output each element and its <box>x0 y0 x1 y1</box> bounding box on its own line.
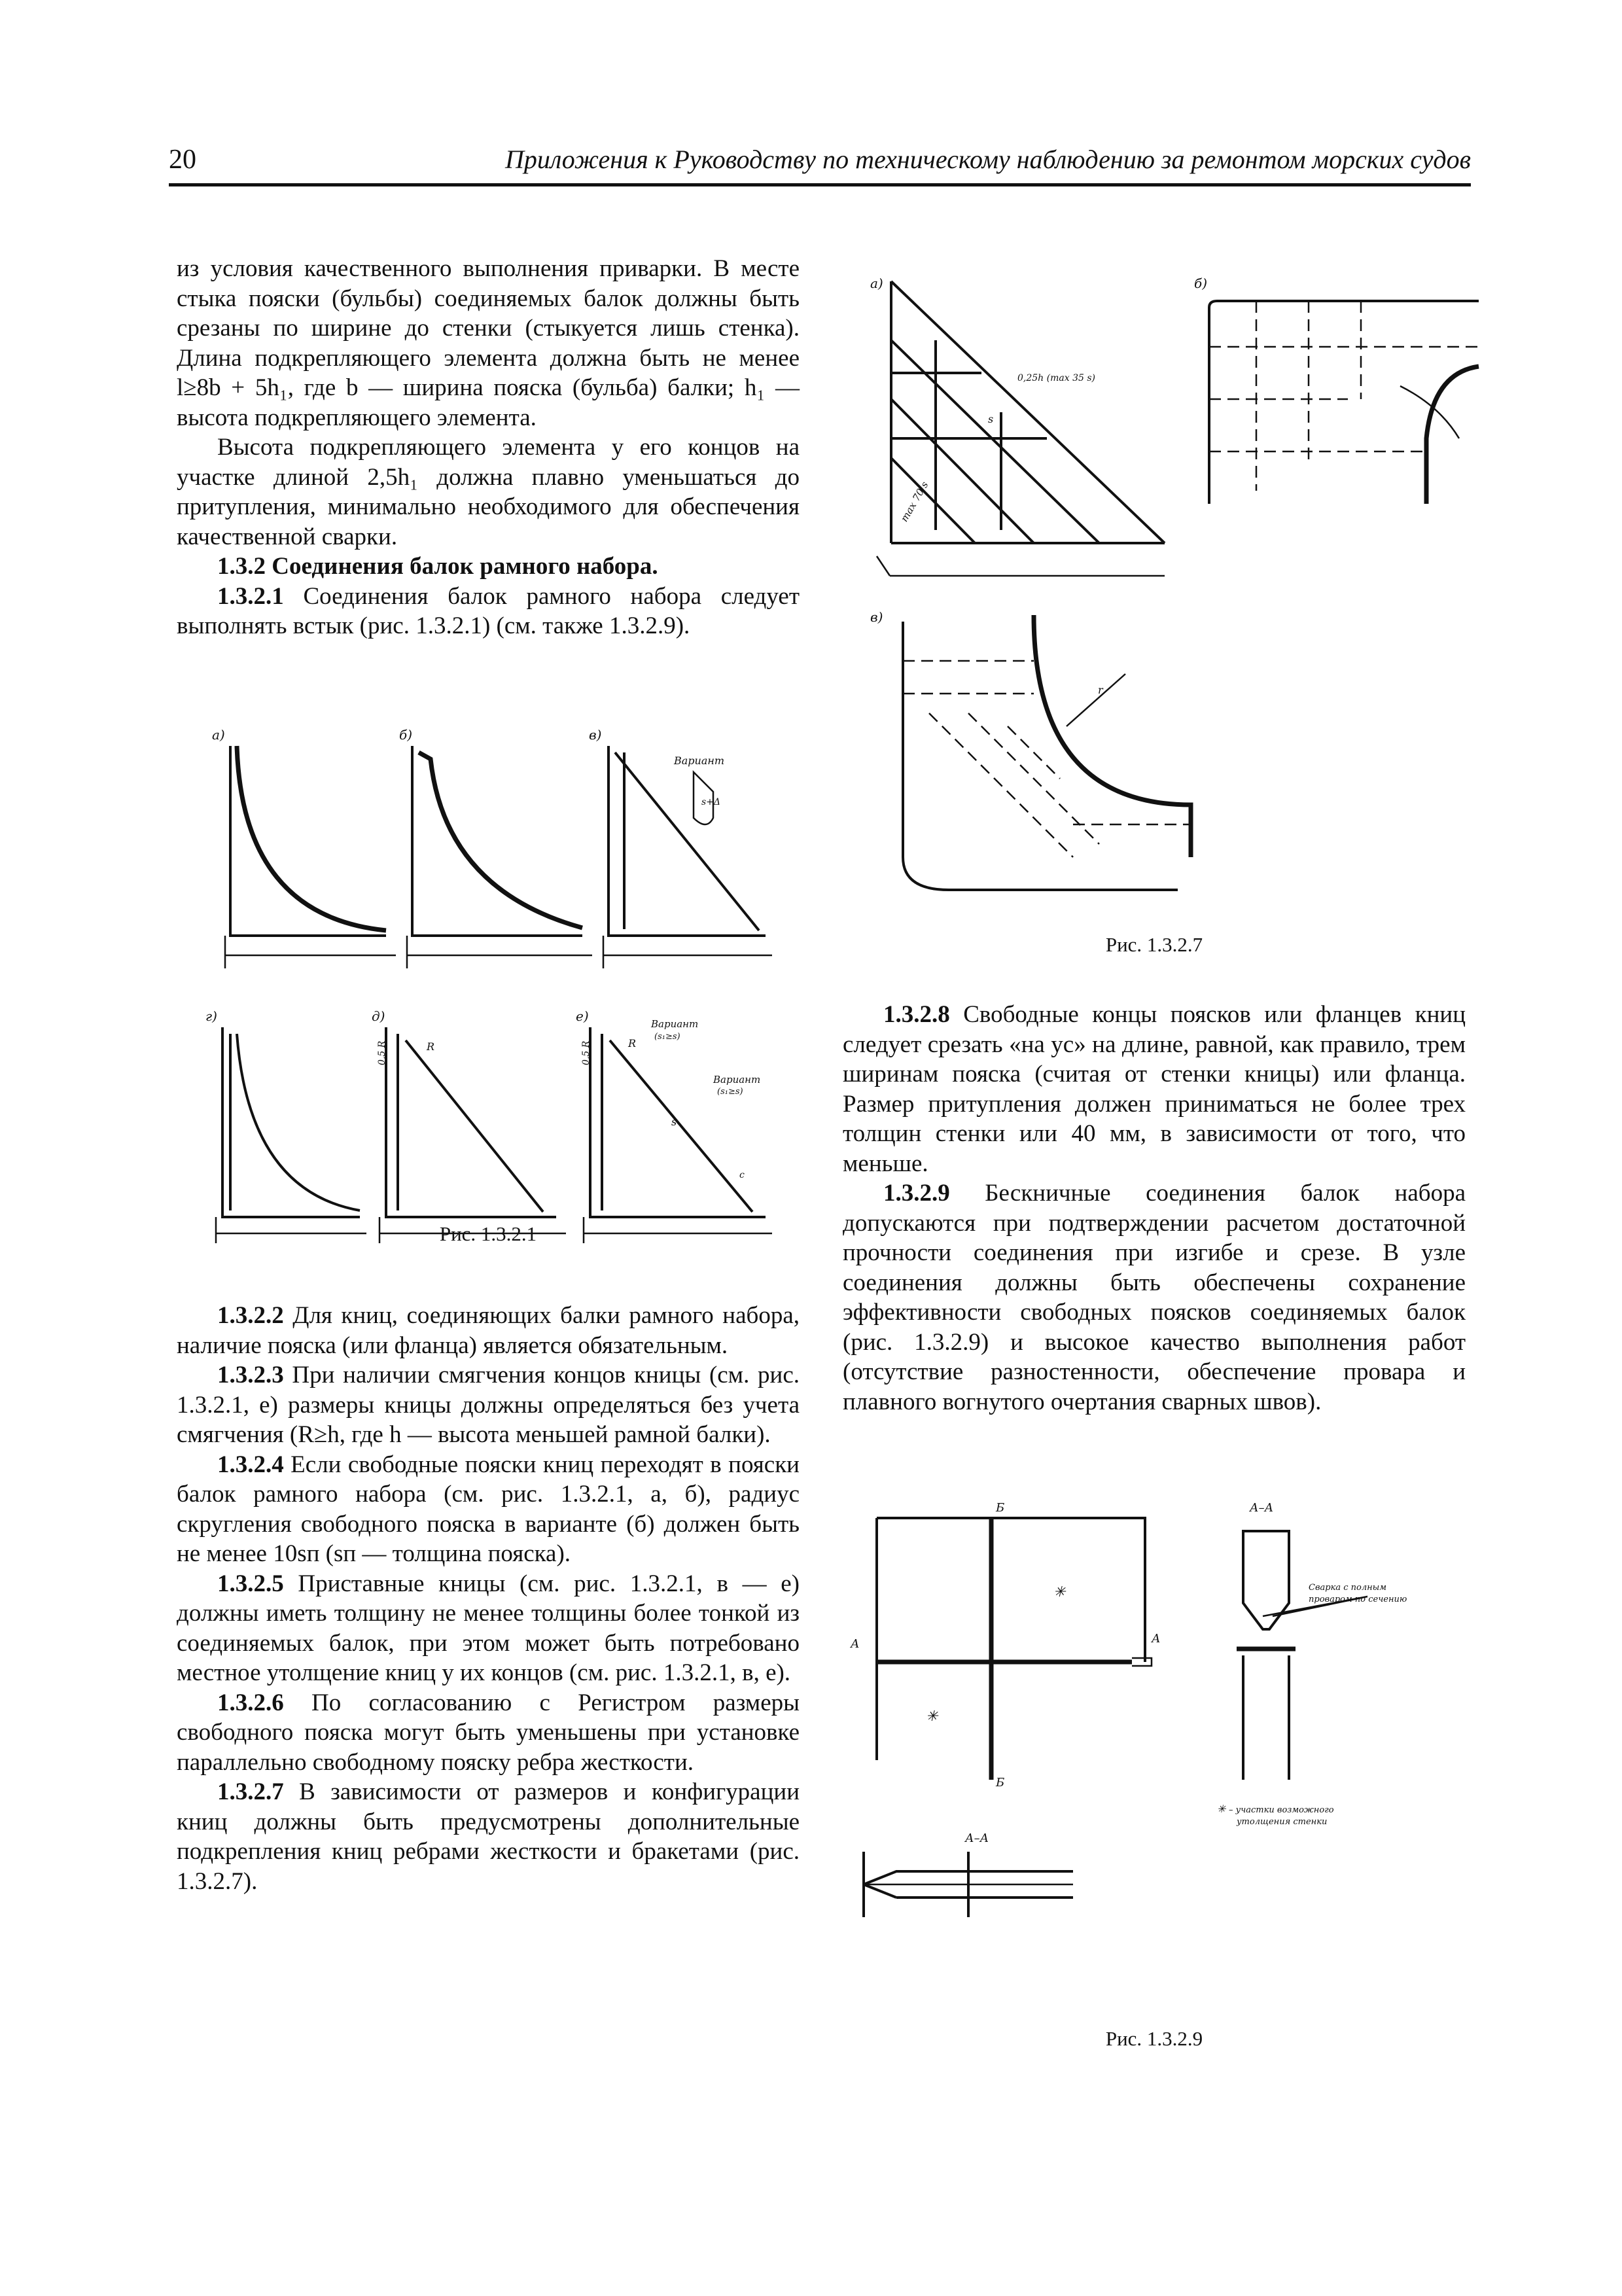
section-aa-top <box>1217 1501 1407 1827</box>
fig-label-g: г) <box>205 1008 217 1024</box>
clause-number: 1.3.2.8 <box>883 1001 950 1028</box>
clause-text: Для книц, соединяющих балки рамного набора, наличие пояска (или фланца) является обязательным. <box>177 1302 800 1359</box>
clause-text: В зависимости от размеров и конфигурации книц должны быть предусмотрены дополнительные подкрепления книц ребрами жесткости и бракетами (рис. 1.3.2.7). <box>177 1778 800 1895</box>
right-column <box>843 1000 1466 1417</box>
left-column-top <box>177 254 800 641</box>
r05-label: 0,5 R <box>377 1040 387 1065</box>
figure-1-3-2-7 <box>851 268 1492 923</box>
label-a-right: А <box>1152 1632 1161 1646</box>
bracket-a <box>877 281 1165 576</box>
s-delta-label: s+Δ <box>701 797 721 807</box>
fig-label-b: б) <box>1194 275 1208 291</box>
r-label: R <box>427 1040 435 1053</box>
clause-text: По согласованию с Регистром размеры свободного пояска могут быть уменьшены при установке параллельно свободному пояску ребра жесткости. <box>177 1689 800 1776</box>
fig-label-v: в) <box>870 609 883 625</box>
clause-number: 1.3.2.5 <box>217 1570 284 1597</box>
paragraph: Высота подкрепляющего элемента у его концов на участке длиной 2,5h₁ должна плавно уменьшаться до притупления, минимально необходимого для обеспечения качественной сварки. <box>177 434 800 550</box>
r-label: r <box>1098 684 1103 696</box>
figure-caption: Рис. 1.3.2.9 <box>1105 2027 1203 2050</box>
star-mark: ✳ <box>926 1708 938 1725</box>
paragraph <box>177 1777 800 1896</box>
dim-025: 0,25h (max 35 s) <box>1017 373 1095 383</box>
bracket-e <box>581 1018 772 1243</box>
paragraph <box>177 582 800 641</box>
fig-label-a: а) <box>212 727 225 743</box>
clause-text: Бескничные соединения балок набора допускаются при подтверждении расчетом достаточной прочности соединения при изгибе и срезе. В узле соединения должны быть обеспечены сохранение эффективности свободных поясков соединяемых балок (рис. 1.3.2.9) и высокое качество выполнения работ (отсутствие разностенности, обеспечение провара и плавного вогнутого очертания сварных швов). <box>843 1180 1466 1415</box>
r05-label: 0,5 R <box>581 1040 591 1065</box>
running-title: Приложения к Руководству по техническому наблюдению за ремонтом морских судов <box>504 145 1471 174</box>
clause-text: Свободные концы поясков или фланцев книц следует срезать «на ус» на длине, равной, как правило, трем ширинам пояска (считая от стенки кницы) или фланца. Размер притупления должен приниматься не более трех толщин стенки или 40 мм, в зависимости от того, что меньше. <box>843 1001 1466 1177</box>
label-b-top: Б <box>996 1501 1005 1515</box>
clause-number: 1.3.2.4 <box>217 1451 284 1478</box>
fig-label-d: д) <box>372 1008 385 1024</box>
paragraph <box>177 1360 800 1450</box>
dim-max: max 70 s <box>898 479 931 524</box>
bracket-g <box>216 1027 366 1243</box>
clause-text: При наличии смягчения концов кницы (см. рис. 1.3.2.1, е) размеры кницы должны определяться без учета смягчения (R≥h, где h — высота меньшей рамной балки). <box>177 1362 800 1448</box>
label-b-bottom: Б <box>996 1776 1005 1790</box>
variant-s1-label: (s₁≥s) <box>717 1087 743 1097</box>
figure-caption: Рис. 1.3.2.1 <box>439 1222 537 1245</box>
joint-plan <box>849 1501 1161 1790</box>
c-label: c <box>739 1170 745 1180</box>
clause-number: 1.3.2.7 <box>217 1778 284 1805</box>
paragraph <box>177 1450 800 1569</box>
clause-number: 1.3.2.2 <box>217 1302 284 1329</box>
left-column-bottom <box>177 1301 800 1896</box>
clause-number: 1.3.2.9 <box>883 1180 950 1207</box>
section-label: А–А <box>965 1831 989 1845</box>
clause-number: 1.3.2.3 <box>217 1362 284 1388</box>
section-aa-bottom <box>864 1831 1073 1917</box>
clause-number: 1.3.2.1 <box>217 582 284 610</box>
r-label: R <box>628 1037 637 1050</box>
fig-label-e: е) <box>576 1008 589 1024</box>
paragraph <box>177 1569 800 1688</box>
paragraph <box>843 1000 1466 1178</box>
legend-text: утолщения стенки <box>1237 1817 1328 1827</box>
section-label: А–А <box>1250 1501 1274 1515</box>
bracket-b <box>407 746 592 968</box>
variant-label: Вариант <box>713 1074 761 1086</box>
page-number: 20 <box>169 145 196 175</box>
clause-text: Соединения балок рамного набора следует выполнять встык (рис. 1.3.2.1) (см. также 1.3.2.9). <box>177 582 800 639</box>
label-a-left: А <box>851 1637 860 1651</box>
fig-label-b: б) <box>399 727 413 743</box>
s-label: s <box>988 413 994 425</box>
clause-number: 1.3.2.6 <box>217 1689 284 1716</box>
paragraph: из условия качественного выполнения приварки. В месте стыка пояски (бульбы) соединяемых балок должны быть срезаны по ширине до стенки (стыкуется лишь стенка). Длина подкрепляющего элемента должна быть не менее l≥8b + 5h₁, где b — ширина пояска (бульба) балки; h₁ — высота подкрепляющего элемента. <box>177 255 800 431</box>
bracket-v <box>903 615 1191 890</box>
weld-note: Сварка с полным <box>1309 1583 1387 1593</box>
clause-text: Если свободные пояски книц переходят в пояски балок рамного набора (см. рис. 1.3.2.1, а, б), радиус скругления свободного пояска в варианте (б) должен быть не менее 10sп (sп — толщина пояска). <box>177 1451 800 1567</box>
figure-caption: Рис. 1.3.2.7 <box>1105 933 1203 956</box>
fig-label-v: в) <box>589 727 602 743</box>
section-heading: 1.3.2 Соединения балок рамного набора. <box>217 553 658 580</box>
variant-label: Вариант <box>674 754 725 767</box>
clause-text: Приставные кницы (см. рис. 1.3.2.1, в — е) должны иметь толщину не менее толщины более тонкой из соединяемых балок, при этом может быть потребовано местное утолщение книц у их концов (см. рис. 1.3.2.1, в, е). <box>177 1570 800 1686</box>
variant-label: Вариант <box>651 1018 699 1030</box>
s-label: s <box>671 1116 677 1128</box>
weld-note: проваром по сечению <box>1309 1595 1407 1604</box>
legend-text: – участки возможного <box>1229 1805 1334 1815</box>
figure-1-3-2-1 <box>190 720 792 1256</box>
paragraph <box>843 1178 1466 1417</box>
bracket-d <box>377 1027 566 1243</box>
star-mark: ✳ <box>1053 1584 1066 1600</box>
legend-star: ✳ <box>1217 1803 1226 1815</box>
variant-s1-label: (s₁≥s) <box>654 1032 680 1042</box>
bracket-v <box>603 746 772 968</box>
page-header <box>169 143 1471 186</box>
paragraph <box>177 1301 800 1360</box>
bracket-b <box>1209 301 1479 504</box>
fig-label-a: а) <box>870 275 883 291</box>
paragraph <box>177 1688 800 1778</box>
figure-1-3-2-9 <box>844 1498 1485 1969</box>
bracket-a <box>225 746 396 968</box>
